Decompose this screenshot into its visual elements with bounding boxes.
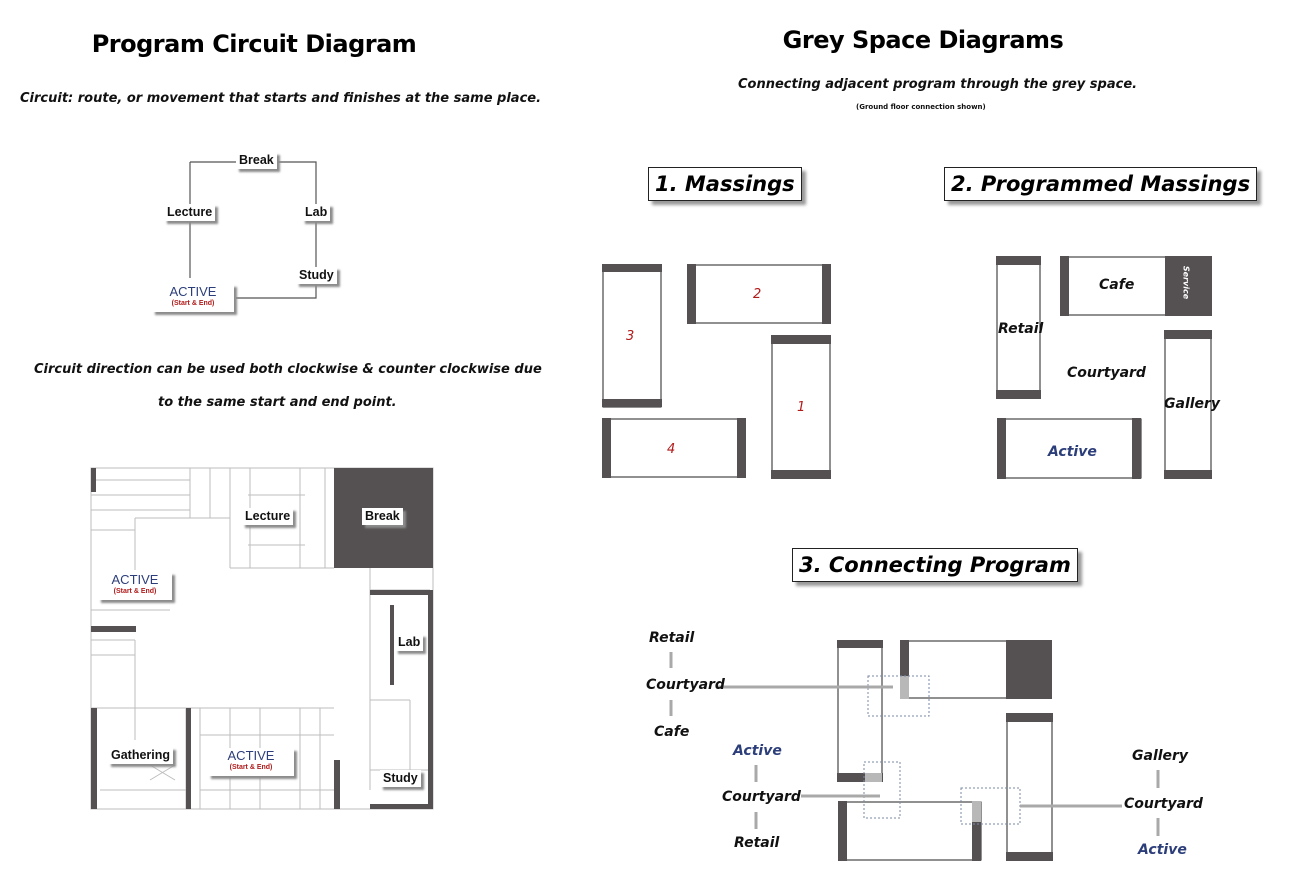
programmed-massings-header: 2. Programmed Massings (944, 167, 1257, 201)
massing-number-2: 2 (753, 287, 762, 302)
connect-g2-active: Active (733, 743, 782, 759)
programmed-courtyard-label: Courtyard (1067, 365, 1146, 381)
circuit-active-sub: (Start & End) (171, 300, 215, 307)
programmed-service-label: Service (1181, 265, 1191, 300)
plan-active-top-text: ACTIVE (111, 572, 159, 587)
plan-active-top-sub: (Start & End) (113, 588, 157, 595)
connect-g2-retail: Retail (734, 835, 780, 851)
grey-space-subtitle: Connecting adjacent program through the grey space. (738, 77, 1138, 92)
circuit-lab-label: Lab (302, 204, 330, 221)
plan-lecture-label: Lecture (242, 508, 293, 525)
direction-text-line1: Circuit direction can be used both clockwise & counter clockwise due (34, 362, 542, 377)
circuit-study-label: Study (296, 267, 337, 284)
connect-g3-active: Active (1138, 842, 1187, 858)
plan-lab-label: Lab (395, 634, 423, 651)
plan-active-bottom-text: ACTIVE (227, 748, 275, 763)
connect-g1-retail: Retail (649, 630, 695, 646)
plan-active-bottom-sub: (Start & End) (229, 764, 273, 771)
direction-text-line2: to the same start and end point. (158, 395, 397, 410)
massing-number-1: 1 (797, 400, 806, 415)
circuit-break-label: Break (236, 152, 277, 169)
connecting-program-header: 3. Connecting Program (792, 548, 1078, 582)
massing-number-3: 3 (626, 329, 635, 344)
massing-number-4: 4 (667, 442, 676, 457)
programmed-active-label: Active (1048, 444, 1097, 460)
programmed-retail-label: Retail (998, 321, 1044, 337)
circuit-active-text: ACTIVE (169, 284, 217, 299)
plan-study-label: Study (380, 770, 421, 787)
connect-g1-courtyard: Courtyard (646, 677, 725, 693)
grey-space-title: Grey Space Diagrams (782, 26, 1064, 54)
circuit-lecture-label: Lecture (164, 204, 215, 221)
ground-floor-note: (Ground floor connection shown) (856, 103, 986, 111)
program-circuit-title: Program Circuit Diagram (91, 30, 417, 58)
connect-g1-cafe: Cafe (654, 724, 690, 740)
connect-g3-gallery: Gallery (1132, 748, 1189, 764)
connect-g3-courtyard: Courtyard (1124, 796, 1203, 812)
circuit-definition: Circuit: route, or movement that starts and finishes at the same place. (20, 91, 542, 106)
plan-gathering-label: Gathering (108, 747, 173, 764)
massings-header: 1. Massings (648, 167, 802, 201)
connect-g2-courtyard: Courtyard (722, 789, 801, 805)
plan-break-label: Break (362, 508, 403, 525)
programmed-gallery-label: Gallery (1164, 396, 1221, 412)
programmed-cafe-label: Cafe (1099, 277, 1135, 293)
